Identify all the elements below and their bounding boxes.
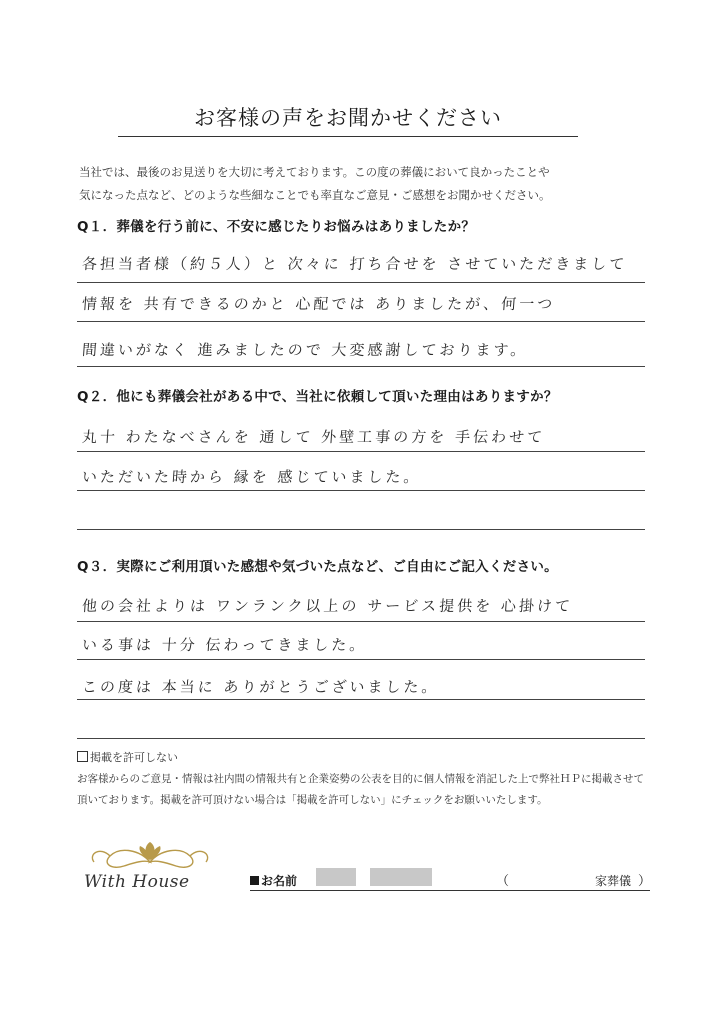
square-bullet-icon <box>250 876 259 885</box>
answer-rule <box>77 490 645 491</box>
answer-rule <box>77 621 645 622</box>
notice-line: お客様からのご意見・情報は社内間の情報共有と企業姿勢の公表を目的に個人情報を消記した上で弊社ＨＰに掲載させて <box>77 773 644 785</box>
notice-line: 頂いております。掲載を許可頂けない場合は「掲載を許可しない」にチェックをお願いいたします。 <box>77 794 548 806</box>
intro-text <box>79 161 659 207</box>
answer-rule <box>77 738 645 739</box>
answer-1-line-1: 各担当者様（約５人）と 次々に 打ち合せを させていただきまして <box>81 255 628 273</box>
answer-1-line-3: 間違いがなく 進みましたので 大変感謝しております。 <box>81 341 529 359</box>
logo-wordmark: With House <box>84 872 190 892</box>
answer-rule <box>77 529 645 530</box>
answer-3-line-3: この度は 本当に ありがとうございました。 <box>81 678 441 696</box>
question-1-label: Q１．葬儀を行う前に、不安に感じたりお悩みはありましたか？ <box>77 219 476 235</box>
form-title: お客様の声をお聞かせください <box>194 106 502 130</box>
redacted-name-part <box>370 868 432 886</box>
answer-rule <box>77 659 645 660</box>
title-underline <box>118 136 578 137</box>
intro-line: 当社では、最後のお見送りを大切に考えております。この度の葬儀において良かったことや <box>79 165 550 179</box>
answer-3-line-2: いる事は 十分 伝わってきました。 <box>81 636 368 654</box>
answer-3-line-1: 他の会社よりは ワンランク以上の サービス提供を 心掛けて <box>81 597 574 615</box>
intro-line: 気になった点など、どのような些細なことでも率直なご意見・ご感想をお聞かせください。 <box>79 188 551 202</box>
answer-rule <box>77 282 645 283</box>
question-2-label: Q２．他にも葬儀会社がある中で、当社に依頼して頂いた理由はありますか？ <box>77 389 558 405</box>
answer-rule <box>77 699 645 700</box>
consent-checkbox-label: 掲載を許可しない <box>90 751 178 764</box>
name-label-text: お名前 <box>261 874 298 888</box>
consent-option[interactable] <box>77 749 178 765</box>
org-suffix: 家葬儀 <box>595 874 632 888</box>
answer-2-line-1: 丸十 わたなべさんを 通して 外壁工事の方を 手伝わせて <box>81 428 546 446</box>
signature-underline <box>250 890 650 891</box>
consent-notice <box>77 769 657 811</box>
redacted-name-part <box>316 868 356 886</box>
name-field-label <box>250 872 297 889</box>
paren-close: ） <box>638 874 652 889</box>
answer-rule <box>77 451 645 452</box>
question-3-label: Q３．実際にご利用頂いた感想や気づいた点など、ご自由にご記入ください。 <box>77 559 558 575</box>
consent-checkbox[interactable] <box>77 751 88 762</box>
paren-open: （ <box>496 874 510 889</box>
answer-rule <box>77 366 645 367</box>
answer-1-line-2: 情報を 共有できるのかと 心配では ありましたが、何一つ <box>81 295 556 313</box>
answer-rule <box>77 321 645 322</box>
answer-2-line-2: いただいた時から 縁を 感じていました。 <box>81 468 423 486</box>
